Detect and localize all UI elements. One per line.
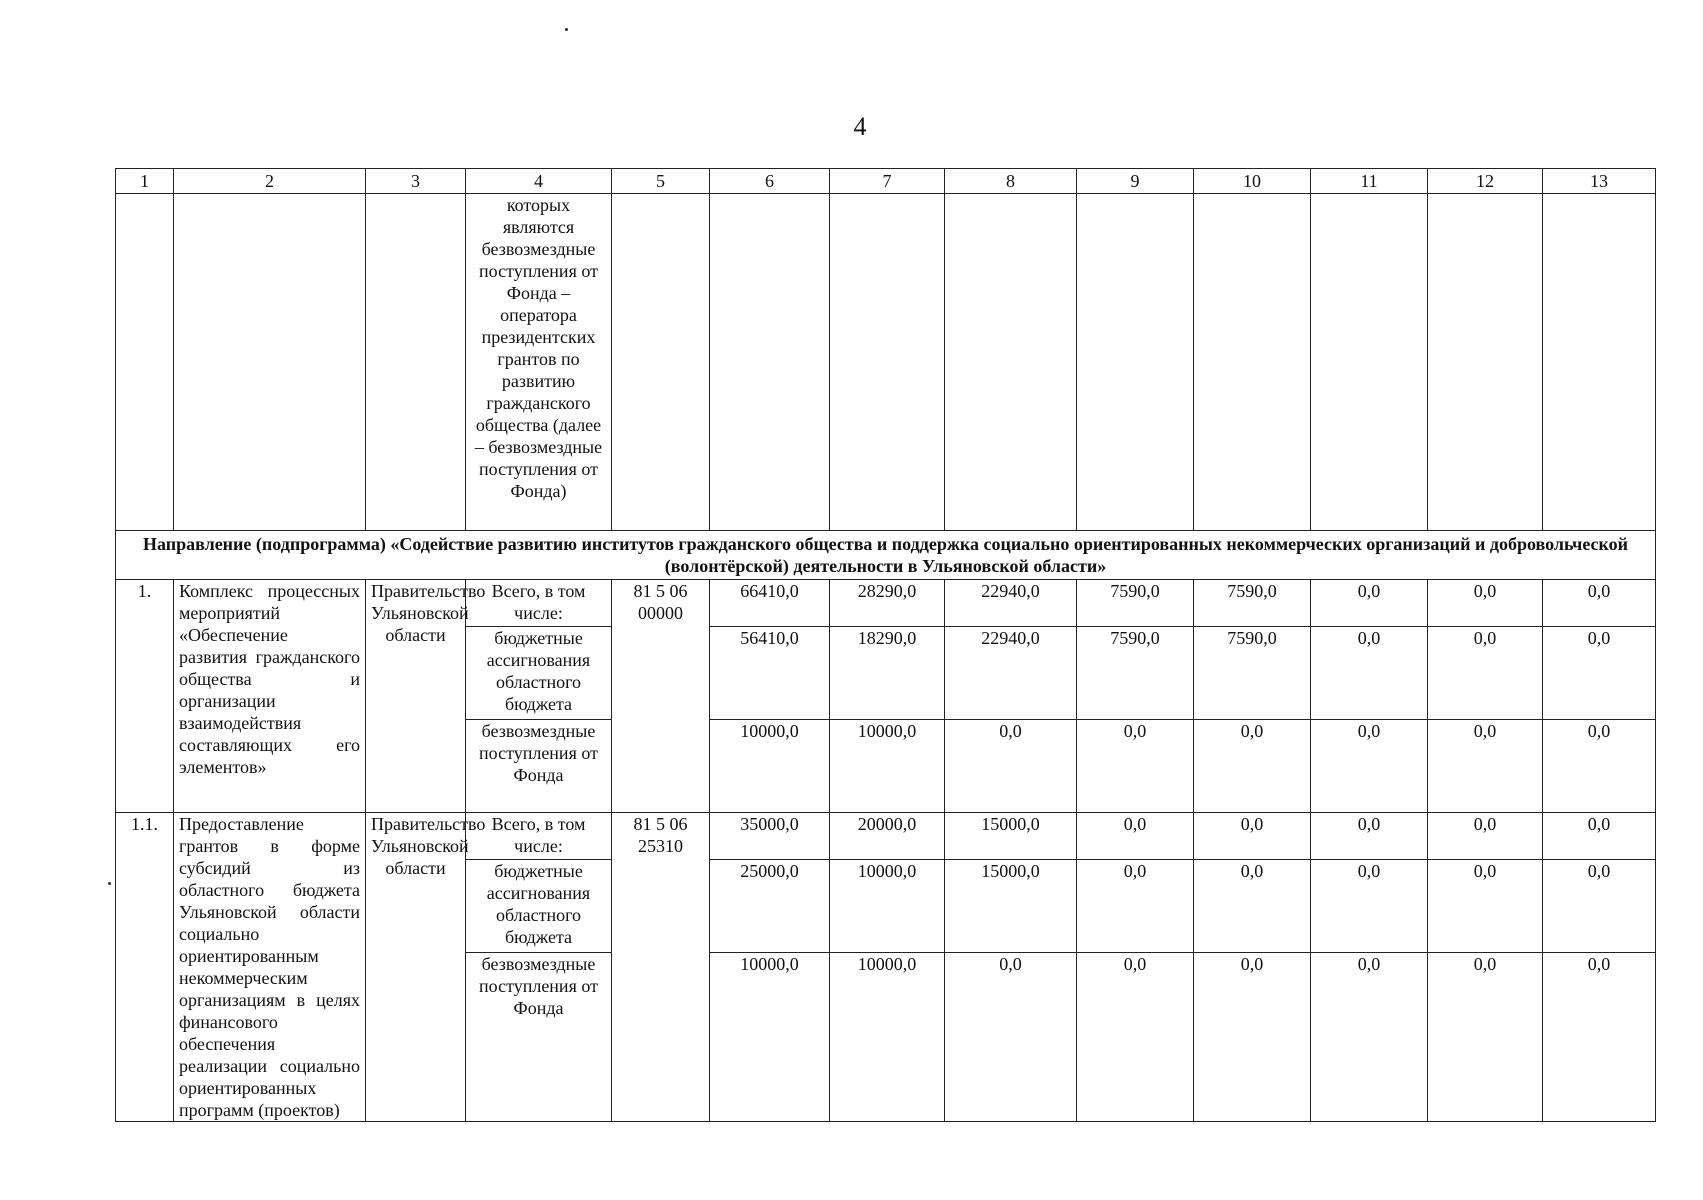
value-cell: 15000,0 [945,813,1077,860]
col-header: 8 [945,169,1077,194]
col-header: 6 [710,169,830,194]
section-row [116,531,1656,580]
row-number: 1. [116,580,174,813]
value-cell: 0,0 [1077,953,1194,1122]
table-cell [1194,194,1311,531]
value-cell: 7590,0 [1077,627,1194,720]
col-header: 13 [1543,169,1656,194]
value-cell: 0,0 [1543,813,1656,860]
col-header: 2 [174,169,366,194]
value-cell: 66410,0 [710,580,830,627]
value-cell: 0,0 [1543,627,1656,720]
scan-speck [565,28,568,31]
value-cell: 0,0 [1194,720,1311,813]
value-cell: 56410,0 [710,627,830,720]
source-label: безвозмездные поступления от Фонда [466,953,612,1122]
measure-name: Комплекс процессных мероприятий «Обеспечение развития гражданского общества и организации взаимодействия составляющих его элементов» [174,580,366,813]
value-cell: 0,0 [1194,860,1311,953]
table-cell [1543,194,1656,531]
value-cell: 0,0 [1543,720,1656,813]
table-row [116,580,1656,627]
value-cell: 10000,0 [830,953,945,1122]
value-cell: 0,0 [1311,860,1428,953]
value-cell: 22940,0 [945,580,1077,627]
value-cell: 7590,0 [1194,627,1311,720]
executor: Правительство Ульяновской области [366,580,466,813]
value-cell: 0,0 [1428,953,1543,1122]
table-row [116,813,1656,860]
table-cell [945,194,1077,531]
section-heading: Направление (подпрограмма) «Содействие развитию институтов гражданского общества и поддержка социально ориентированных некоммерческих организаций и добровольческой (волонтёрской) деятельности в Ульяновской области» [116,531,1656,580]
value-cell: 10000,0 [710,953,830,1122]
col-header: 10 [1194,169,1311,194]
col-header: 7 [830,169,945,194]
column-number-row [116,169,1656,194]
table-cell [830,194,945,531]
value-cell: 25000,0 [710,860,830,953]
scan-speck [108,882,111,885]
measure-name: Предоставление грантов в форме субсидий из областного бюджета Ульяновской области социально ориентированным некоммерческим организациям в целях финансового обеспечения реализации социально ориентированных программ (проектов) [174,813,366,1122]
col-header: 12 [1428,169,1543,194]
value-cell: 0,0 [1428,627,1543,720]
value-cell: 15000,0 [945,860,1077,953]
table-cell [1311,194,1428,531]
row-number: 1.1. [116,813,174,1122]
table-cell [612,194,710,531]
value-cell: 0,0 [1543,860,1656,953]
source-label: Всего, в том числе: [466,813,612,860]
value-cell: 7590,0 [1077,580,1194,627]
value-cell: 7590,0 [1194,580,1311,627]
value-cell: 0,0 [1311,953,1428,1122]
budget-table [115,168,1656,1122]
value-cell: 0,0 [1194,953,1311,1122]
value-cell: 0,0 [1311,580,1428,627]
value-cell: 18290,0 [830,627,945,720]
value-cell: 0,0 [1311,720,1428,813]
source-label: бюджетные ассигнования областного бюджета [466,627,612,720]
value-cell: 0,0 [1194,813,1311,860]
value-cell: 10000,0 [830,860,945,953]
value-cell: 0,0 [1077,720,1194,813]
value-cell: 10000,0 [830,720,945,813]
table-cell [116,194,174,531]
table-cell [174,194,366,531]
value-cell: 0,0 [1077,860,1194,953]
value-cell: 0,0 [1543,953,1656,1122]
source-label: бюджетные ассигнования областного бюджета [466,860,612,953]
table-cell [1428,194,1543,531]
continuation-row [116,194,1656,531]
value-cell: 0,0 [1311,627,1428,720]
value-cell: 0,0 [1428,860,1543,953]
value-cell: 28290,0 [830,580,945,627]
continuation-text: которых являются безвозмездные поступления от Фонда – оператора президентских грантов по развитию гражданского общества (далее – безвозмездные поступления от Фонда) [466,194,612,531]
source-label: безвозмездные поступления от Фонда [466,720,612,813]
value-cell: 20000,0 [830,813,945,860]
value-cell: 22940,0 [945,627,1077,720]
value-cell: 0,0 [1543,580,1656,627]
value-cell: 0,0 [1428,813,1543,860]
col-header: 9 [1077,169,1194,194]
col-header: 1 [116,169,174,194]
value-cell: 0,0 [1311,813,1428,860]
value-cell: 0,0 [1428,580,1543,627]
col-header: 5 [612,169,710,194]
col-header: 11 [1311,169,1428,194]
table-cell [1077,194,1194,531]
value-cell: 0,0 [1077,813,1194,860]
budget-code: 81 5 06 25310 [612,813,710,1122]
page-number: 4 [853,112,867,141]
value-cell: 0,0 [945,953,1077,1122]
value-cell: 0,0 [945,720,1077,813]
value-cell: 0,0 [1428,720,1543,813]
source-label: Всего, в том числе: [466,580,612,627]
value-cell: 35000,0 [710,813,830,860]
table-cell [710,194,830,531]
value-cell: 10000,0 [710,720,830,813]
col-header: 4 [466,169,612,194]
table-cell [366,194,466,531]
col-header: 3 [366,169,466,194]
budget-code: 81 5 06 00000 [612,580,710,813]
executor: Правительство Ульяновской области [366,813,466,1122]
